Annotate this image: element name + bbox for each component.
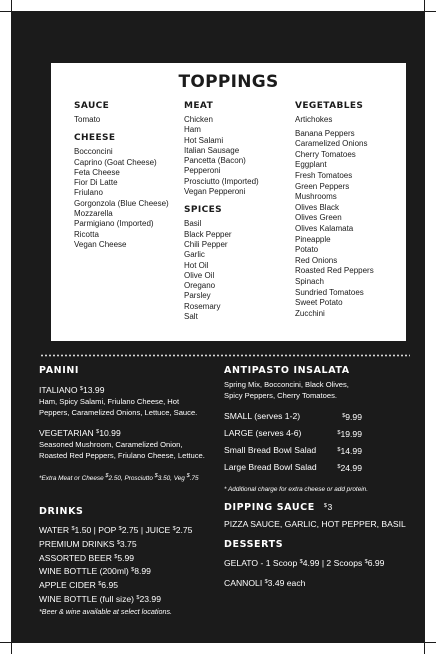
category-heading: CHEESE — [74, 133, 116, 144]
topping-item: Roasted Red Peppers — [295, 266, 374, 276]
item-description: Spring Mix, Bocconcini, Black Olives, — [224, 380, 349, 389]
topping-item: Pancetta (Bacon) — [184, 156, 246, 166]
section-title: ANTIPASTO INSALATA — [224, 365, 350, 376]
price-row: SMALL (serves 1-2) $9.99 — [224, 411, 362, 422]
topping-item: Chili Pepper — [184, 239, 228, 249]
item-description: Ham, Spicy Salami, Friulano Cheese, Hot — [39, 397, 180, 406]
section-title-row: DIPPING SAUCE $3 — [224, 502, 333, 513]
crop-mark — [425, 11, 436, 12]
section-title: DIPPING SAUCE — [224, 502, 315, 513]
topping-item: Fior Di Latte — [74, 178, 118, 188]
crop-mark — [424, 643, 425, 654]
section-title: DRINKS — [39, 506, 84, 517]
price-row: Small Bread Bowl Salad $14.99 — [224, 445, 362, 456]
dipping-sauce-options: PIZZA SAUCE, GARLIC, HOT PEPPER, BASIL — [224, 519, 406, 529]
category-heading: SPICES — [184, 205, 223, 216]
topping-item: Artichokes — [295, 115, 333, 124]
drinks-section — [39, 506, 229, 616]
drink-line: WINE BOTTLE (200ml) $8.99 — [39, 566, 151, 577]
topping-item: Hot Oil — [184, 260, 209, 270]
section-title: PANINI — [39, 365, 80, 376]
item-description: Roasted Red Peppers, Friulano Cheese, Lettuce. — [39, 450, 205, 460]
drink-line: WINE BOTTLE (full size) $23.99 — [39, 593, 161, 604]
topping-item: Ham — [184, 125, 201, 135]
topping-item: Rosemary — [184, 301, 221, 311]
topping-item: Vegan Cheese — [74, 239, 127, 249]
topping-item: Green Peppers — [295, 181, 350, 191]
topping-item: Italian Sausage — [184, 145, 240, 155]
topping-list — [295, 115, 405, 319]
topping-item: Black Pepper — [184, 229, 232, 239]
panini-section — [39, 365, 229, 483]
menu-sheet — [11, 11, 425, 643]
dessert-cannoli: CANNOLI $3.49 each — [224, 578, 306, 588]
topping-item: Bocconcini — [74, 147, 113, 157]
topping-item: Olives Kalamata — [295, 223, 354, 233]
topping-list — [184, 115, 294, 197]
topping-item: Sundried Tomatoes — [295, 287, 364, 297]
topping-item: Cherry Tomatoes — [295, 149, 356, 159]
price-row: LARGE (serves 4-6) $19.99 — [224, 428, 362, 439]
crop-mark — [11, 0, 12, 11]
crop-mark — [0, 642, 11, 643]
topping-item: Caprino (Goat Cheese) — [74, 157, 157, 167]
topping-item: Chicken — [184, 115, 213, 124]
antipasto-note: * Additional charge for extra cheese or add protein. — [224, 486, 368, 493]
drinks-note: *Beer & wine available at select locations. — [39, 606, 173, 616]
dipping-sauce-section — [224, 500, 414, 530]
antipasto-price-list — [224, 408, 414, 476]
drink-line: ASSORTED BEER $5.99 — [39, 552, 135, 563]
topping-item: Feta Cheese — [74, 167, 120, 177]
topping-item: Caramelized Onions — [295, 139, 368, 149]
topping-list — [184, 219, 294, 322]
crop-mark — [424, 0, 425, 11]
category-heading: VEGETABLES — [295, 101, 364, 111]
topping-category-spices — [184, 205, 294, 322]
topping-item: Potato — [295, 245, 319, 255]
item-description: Peppers, Caramelized Onions, Lettuce, Sauce. — [39, 407, 198, 417]
panini-note: *Extra Meat or Cheese $2.50, Prosciutto $3.50, Veg $.75 — [39, 473, 199, 482]
topping-category-cheese — [74, 133, 184, 250]
topping-item: Parsley — [184, 291, 211, 301]
dotted-divider — [40, 354, 410, 357]
crop-mark — [11, 643, 12, 654]
topping-item: Eggplant — [295, 160, 327, 170]
toppings-column-3 — [295, 101, 405, 319]
topping-item: Banana Peppers — [295, 128, 355, 138]
topping-category-meat — [184, 101, 294, 197]
item-description: Spicy Peppers, Cherry Tomatoes. — [224, 390, 337, 400]
antipasto-section — [224, 365, 414, 494]
topping-item: Friulano — [74, 188, 103, 198]
topping-item: Spinach — [295, 276, 324, 286]
topping-item: Pineapple — [295, 234, 331, 244]
toppings-column-1 — [74, 101, 184, 250]
topping-item: Pepperoni — [184, 166, 221, 176]
topping-item: Olive Oil — [184, 270, 215, 280]
topping-item: Fresh Tomatoes — [295, 170, 353, 180]
crop-mark — [0, 11, 11, 12]
drink-line: APPLE CIDER $6.95 — [39, 580, 119, 591]
topping-item: Salt — [184, 312, 198, 322]
topping-item: Vegan Pepperoni — [184, 187, 246, 197]
topping-item: Olives Black — [295, 202, 340, 212]
topping-item: Ricotta — [74, 229, 99, 239]
topping-category-vegetables — [295, 101, 405, 319]
topping-item: Basil — [184, 219, 202, 229]
topping-item: Mozzarella — [74, 209, 113, 219]
topping-item: Oregano — [184, 281, 216, 291]
topping-item: Gorgonzola (Blue Cheese) — [74, 198, 169, 208]
topping-list — [74, 147, 184, 250]
drink-line: PREMIUM DRINKS $3.75 — [39, 538, 137, 549]
topping-item: Red Onions — [295, 255, 338, 265]
topping-item: Prosciutto (Imported) — [184, 176, 259, 186]
topping-item: Sweet Potato — [295, 298, 343, 308]
section-title: DESSERTS — [224, 539, 284, 550]
drink-line: WATER $1.50 | POP $2.75 | JUICE $2.75 — [39, 525, 193, 535]
topping-item: Olives Green — [295, 213, 342, 223]
item-description: Seasoned Mushroom, Caramelized Onion, — [39, 440, 183, 449]
topping-item: Mushrooms — [295, 192, 337, 202]
topping-item: Parmigiano (Imported) — [74, 219, 154, 229]
topping-item: Garlic — [184, 250, 205, 260]
topping-item: Tomato — [74, 115, 101, 124]
category-heading: MEAT — [184, 101, 214, 111]
toppings-panel — [51, 63, 406, 341]
price-row: Large Bread Bowl Salad $24.99 — [224, 462, 362, 473]
panini-item-italiano: ITALIANO $13.99 — [39, 385, 105, 395]
topping-category-sauce — [74, 101, 184, 125]
dessert-gelato: GELATO - 1 Scoop $4.99 | 2 Scoops $6.99 — [224, 558, 385, 568]
toppings-title: TOPPINGS — [178, 72, 279, 92]
crop-mark — [425, 642, 436, 643]
toppings-column-2 — [184, 101, 294, 322]
topping-item: Hot Salami — [184, 135, 224, 145]
panini-item-vegetarian: VEGETARIAN $10.99 — [39, 428, 121, 438]
desserts-section — [224, 539, 414, 589]
topping-list — [74, 115, 184, 125]
category-heading: SAUCE — [74, 101, 110, 111]
topping-item: Zucchini — [295, 308, 325, 318]
